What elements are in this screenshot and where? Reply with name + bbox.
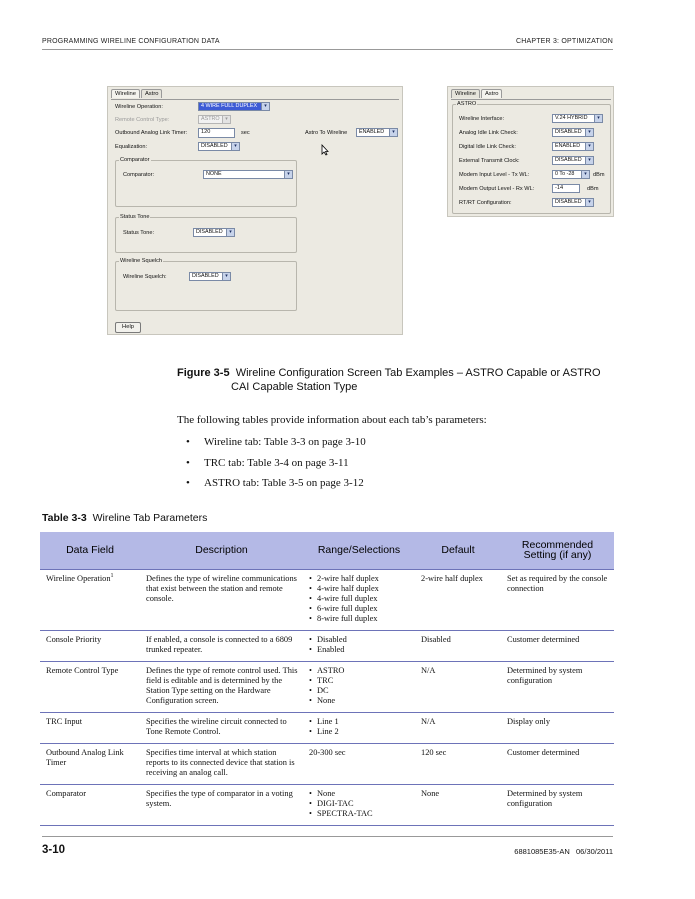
table-caption	[42, 512, 207, 524]
cell-recommended: Set as required by the console connection	[501, 569, 614, 630]
astro-tab-screenshot	[447, 86, 614, 217]
range-option: • Line 1	[309, 717, 410, 727]
range-option: • DC	[309, 686, 410, 696]
chevron-down-icon: ▾	[581, 171, 589, 178]
status-tone-label: Status Tone:	[123, 230, 154, 236]
figure-caption	[177, 366, 617, 394]
running-header-left: PROGRAMMING WIRELINE CONFIGURATION DATA	[42, 38, 220, 45]
tab-reference-link[interactable]: Wireline tab: Table 3-3 on page 3-10	[204, 436, 366, 448]
outbound-timer-unit: sec	[241, 130, 250, 136]
column-header-description: Description	[140, 532, 303, 569]
tab-reference-link[interactable]: ASTRO tab: Table 3-5 on page 3-12	[204, 477, 364, 489]
cell-recommended: Determined by system configuration	[501, 661, 614, 712]
modem-input-level-unit: dBm	[593, 172, 605, 178]
footer-rule	[42, 836, 613, 837]
wireline-squelch-group	[115, 258, 297, 311]
range-option: • SPECTRA-TAC	[309, 809, 410, 819]
table-row	[40, 743, 614, 784]
tab-wireline[interactable]: Wireline	[111, 89, 140, 98]
cell-range: 20-300 sec	[303, 743, 415, 784]
astro-to-wireline-label: Astro To Wireline	[305, 130, 348, 136]
chevron-down-icon: ▾	[261, 103, 269, 110]
chevron-down-icon: ▾	[594, 115, 602, 122]
status-tone-select[interactable]: DISABLED ▾	[193, 228, 235, 237]
cell-range	[303, 569, 415, 630]
cell-default: None	[415, 784, 501, 825]
cell-recommended: Display only	[501, 712, 614, 743]
table-header-row	[40, 532, 614, 569]
table-row	[40, 569, 614, 630]
modem-output-level-unit: dBm	[587, 186, 599, 192]
running-header-right: CHAPTER 3: OPTIMIZATION	[515, 38, 613, 45]
modem-output-level-input[interactable]: -14	[552, 184, 580, 193]
analog-idle-link-check-label: Analog Idle Link Check:	[459, 130, 518, 136]
range-option: • Line 2	[309, 727, 410, 737]
range-option: • ASTRO	[309, 666, 410, 676]
cell-description: Specifies the type of comparator in a voting system.	[140, 784, 303, 825]
column-header-data-field: Data Field	[40, 532, 140, 569]
list-item: • ASTRO tab: Table 3-5 on page 3-12	[186, 477, 364, 489]
tab-astro[interactable]: Astro	[141, 89, 163, 98]
cell-default: N/A	[415, 661, 501, 712]
list-item: • TRC tab: Table 3-4 on page 3-11	[186, 456, 349, 469]
table-body	[40, 569, 614, 825]
cell-default: N/A	[415, 712, 501, 743]
cell-default: 120 sec	[415, 743, 501, 784]
comparator-label: Comparator:	[123, 172, 155, 178]
help-button[interactable]: Help	[115, 322, 141, 333]
tab-astro[interactable]: Astro	[481, 89, 503, 98]
wireline-squelch-group-title: Wireline Squelch	[120, 258, 162, 264]
rtrt-configuration-select[interactable]: DISABLED ▾	[552, 198, 594, 207]
cell-recommended: Customer determined	[501, 743, 614, 784]
range-option: • Enabled	[309, 645, 410, 655]
footnote-marker: 1	[110, 572, 114, 579]
outbound-timer-input[interactable]: 120	[198, 128, 235, 138]
modem-output-level-label: Modem Output Level - Rx WL:	[459, 186, 535, 192]
cell-data-field: Wireline Operation$^1$	[40, 569, 140, 630]
equalization-select[interactable]: DISABLED ▾	[198, 142, 240, 151]
column-header-default: Default	[415, 532, 501, 569]
astro-group	[452, 101, 611, 214]
wireline-operation-select[interactable]: 4 WIRE FULL DUPLEX ▾	[198, 102, 270, 111]
range-option: • TRC	[309, 676, 410, 686]
cell-data-field: TRC Input	[40, 712, 140, 743]
mouse-pointer-icon	[321, 144, 329, 156]
range-option: • 8-wire full duplex	[309, 614, 410, 624]
cell-recommended: Customer determined	[501, 630, 614, 661]
astro-group-title: ASTRO	[457, 101, 477, 107]
page-number: 3-10	[42, 844, 66, 856]
chevron-down-icon: ▾	[222, 116, 230, 123]
cell-recommended: Determined by system configuration	[501, 784, 614, 825]
cell-description: Specifies the wireline circuit connected to Tone Remote Control.	[140, 712, 303, 743]
digital-idle-link-check-select[interactable]: ENABLED ▾	[552, 142, 594, 151]
range-option: • 2-wire half duplex	[309, 574, 410, 584]
range-option: • Disabled	[309, 635, 410, 645]
wireline-interface-label: Wireline Interface:	[459, 116, 505, 122]
external-transmit-clock-label: External Transmit Clock:	[459, 158, 520, 164]
modem-input-level-select[interactable]: 0 To -28 ▾	[552, 170, 590, 179]
range-option: • 4-wire full duplex	[309, 594, 410, 604]
cell-default: 2-wire half duplex	[415, 569, 501, 630]
chevron-down-icon: ▾	[585, 157, 593, 164]
table-number: Table 3-3	[42, 512, 87, 524]
cell-data-field: Console Priority	[40, 630, 140, 661]
chevron-down-icon: ▾	[231, 143, 239, 150]
cell-description: Specifies time interval at which station reports to its connected device that station is receiving an analog call.	[140, 743, 303, 784]
remote-control-type-label: Remote Control Type:	[115, 117, 170, 123]
status-tone-group-title: Status Tone	[120, 214, 150, 220]
status-tone-group	[115, 214, 297, 253]
analog-idle-link-check-select[interactable]: DISABLED ▾	[552, 128, 594, 137]
column-header-range: Range/Selections	[303, 532, 415, 569]
wireline-parameters-table	[40, 532, 614, 826]
range-option: • DIGI-TAC	[309, 799, 410, 809]
cell-range	[303, 712, 415, 743]
digital-idle-link-check-label: Digital Idle Link Check:	[459, 144, 516, 150]
figure-caption-line2: CAI Capable Station Type	[231, 381, 358, 393]
wireline-tab-screenshot	[107, 86, 403, 335]
external-transmit-clock-select[interactable]: DISABLED ▾	[552, 156, 594, 165]
range-option: • 4-wire half duplex	[309, 584, 410, 594]
remote-control-type-select: ASTRO ▾	[198, 115, 231, 124]
tab-reference-link[interactable]: TRC tab: Table 3-4 on page 3-11	[204, 456, 349, 469]
cell-description: If enabled, a console is connected to a 6809 trunked repeater.	[140, 630, 303, 661]
comparator-group-title: Comparator	[120, 157, 150, 163]
column-header-recommended: Recommended Setting (if any)	[501, 532, 614, 569]
wireline-operation-label: Wireline Operation:	[115, 104, 163, 110]
chevron-down-icon: ▾	[222, 273, 230, 280]
header-rule	[42, 49, 613, 50]
table-title: Wireline Tab Parameters	[92, 512, 208, 524]
tab-wireline[interactable]: Wireline	[451, 89, 480, 98]
figure-number: Figure 3-5	[177, 367, 230, 379]
wireline-squelch-select[interactable]: DISABLED ▾	[189, 272, 231, 281]
range-option: • 6-wire full duplex	[309, 604, 410, 614]
chevron-down-icon: ▾	[284, 171, 292, 178]
cell-range	[303, 784, 415, 825]
modem-input-level-label: Modem Input Level - Tx WL:	[459, 172, 530, 178]
table-row	[40, 630, 614, 661]
rtrt-configuration-label: RT/RT Configuration:	[459, 200, 512, 206]
wireline-squelch-label: Wireline Squelch:	[123, 274, 167, 280]
tab-reference-list	[186, 436, 366, 498]
chevron-down-icon: ▾	[585, 143, 593, 150]
cell-default: Disabled	[415, 630, 501, 661]
cell-data-field: Remote Control Type	[40, 661, 140, 712]
range-option: • None	[309, 696, 410, 706]
equalization-label: Equalization:	[115, 144, 148, 150]
chevron-down-icon: ▾	[585, 199, 593, 206]
document-number: 6881085E35-AN 06/30/2011	[514, 847, 613, 856]
wireline-interface-select[interactable]: V.24 HYBRID ▾	[552, 114, 603, 123]
range-option: • None	[309, 789, 410, 799]
intro-paragraph: The following tables provide information about each tab’s parameters:	[177, 414, 487, 426]
astro-to-wireline-select[interactable]: ENABLED ▾	[356, 128, 398, 137]
cell-data-field: Outbound Analog Link Timer	[40, 743, 140, 784]
cell-description: Defines the type of remote control used. This field is editable and is determined by the Station Type setting on the Hardware Configuration screen.	[140, 661, 303, 712]
table-row	[40, 661, 614, 712]
cell-data-field: Comparator	[40, 784, 140, 825]
list-item: • Wireline tab: Table 3-3 on page 3-10	[186, 436, 366, 448]
cell-range	[303, 661, 415, 712]
figure-caption-line1: Wireline Configuration Screen Tab Examples – ASTRO Capable or ASTRO	[235, 367, 601, 379]
chevron-down-icon: ▾	[585, 129, 593, 136]
cell-description: Defines the type of wireline communications that exist between the station and remote console.	[140, 569, 303, 630]
chevron-down-icon: ▾	[226, 229, 234, 236]
outbound-timer-label: Outbound Analog Link Timer:	[115, 130, 188, 136]
comparator-group	[115, 157, 297, 207]
comparator-select[interactable]: NONE ▾	[203, 170, 293, 179]
chevron-down-icon: ▾	[389, 129, 397, 136]
cell-range	[303, 630, 415, 661]
table-row	[40, 784, 614, 825]
table-row	[40, 712, 614, 743]
